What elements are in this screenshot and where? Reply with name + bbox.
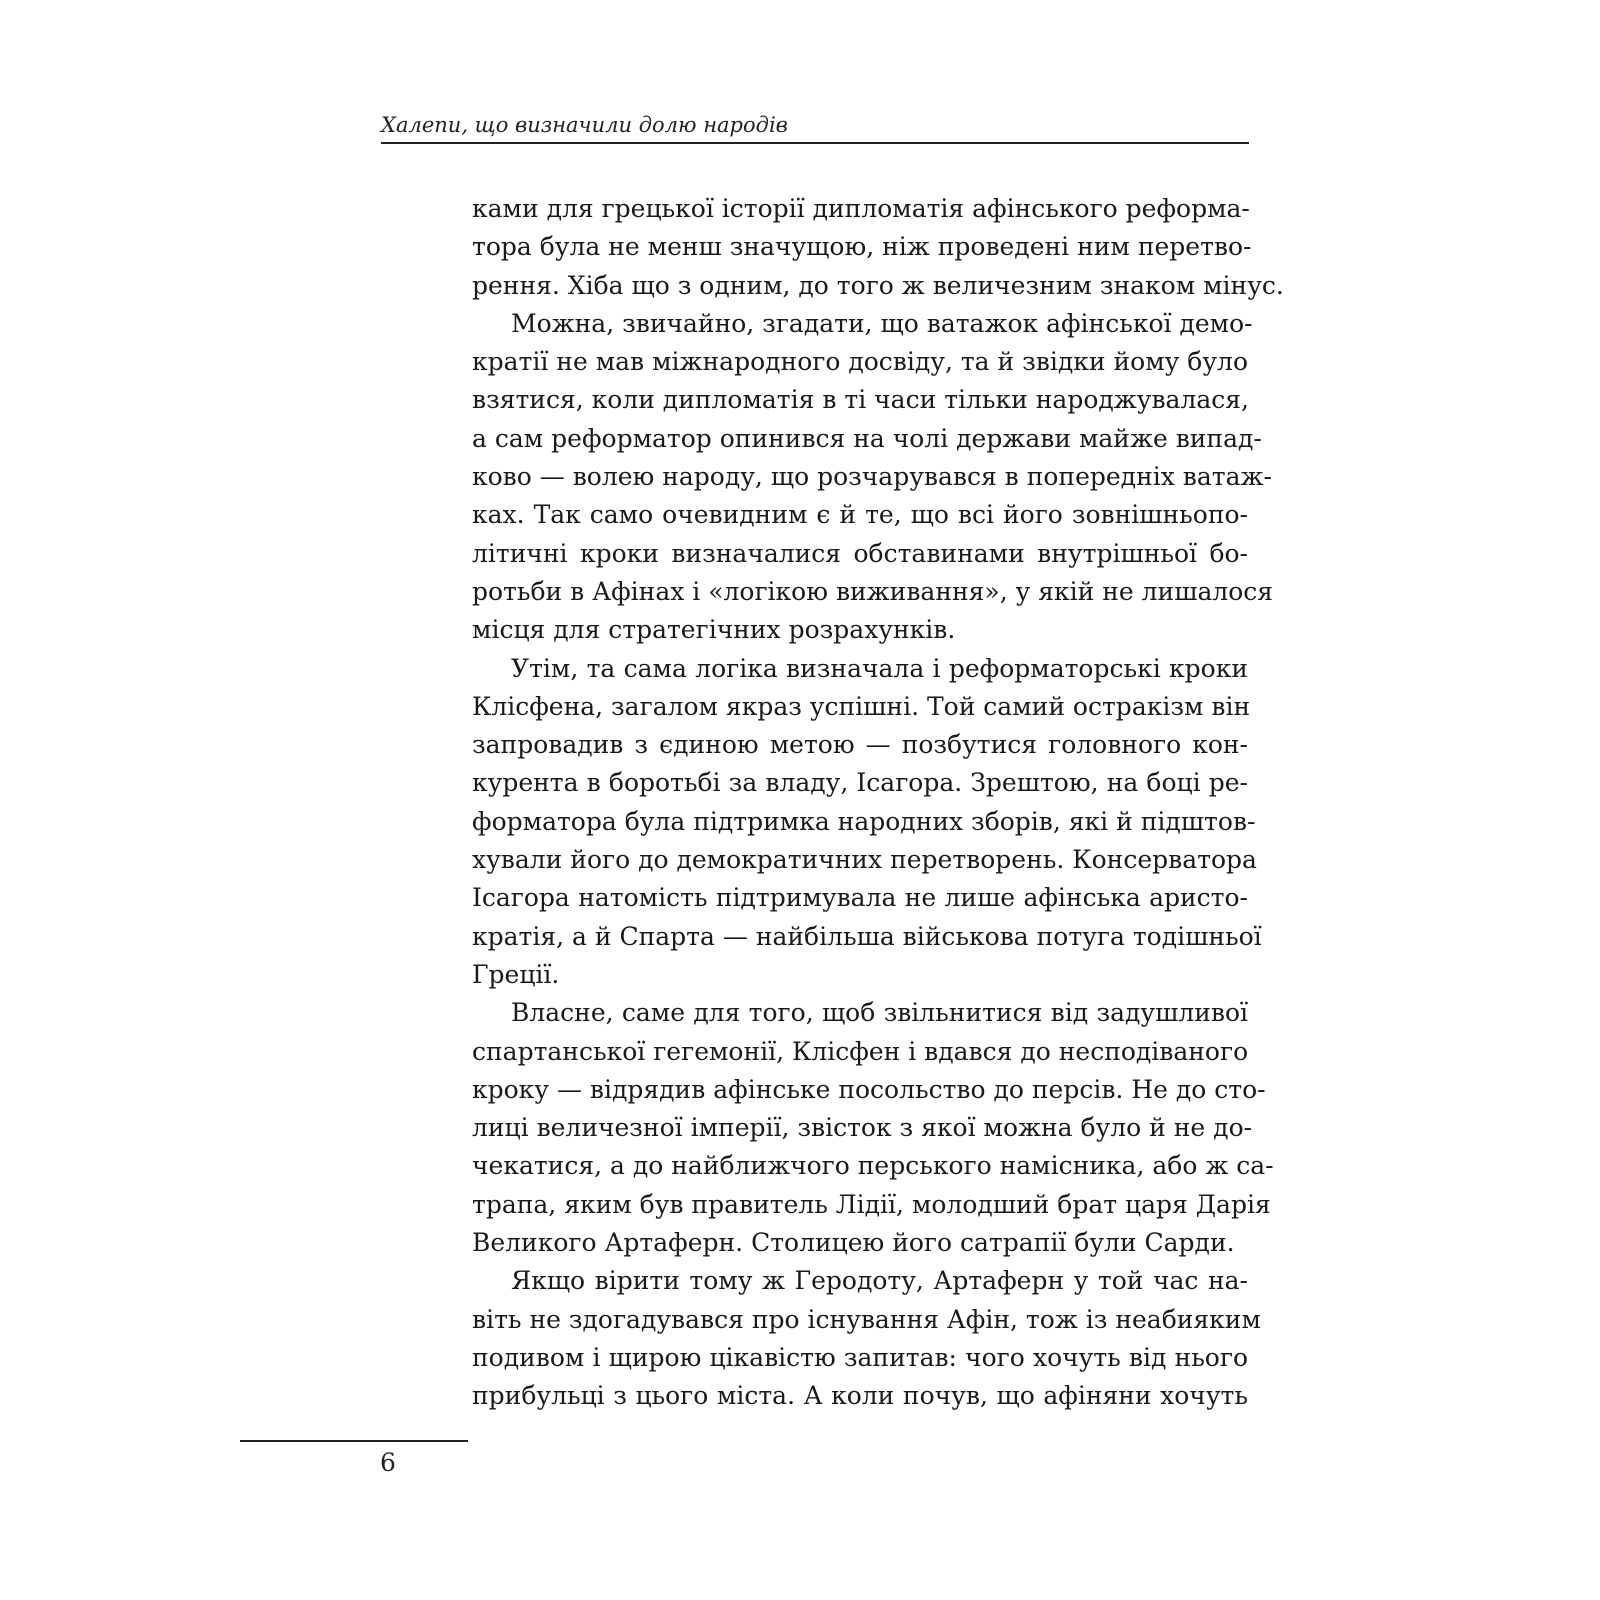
text-line: лиці величезної імперії, звісток з якої можна було й не до- — [472, 1113, 1253, 1143]
paragraph — [472, 190, 1284, 305]
paragraph — [472, 305, 1274, 650]
text-line: кроку — відрядив афінське посольство до персів. Не до сто- — [472, 1074, 1266, 1104]
text-line: хували його до демократичних перетворень. Консерватора — [472, 845, 1257, 875]
text-line: Греції. — [472, 959, 560, 989]
text-line: літичні кроки визначалися обставинами внутрішньої бо- — [472, 538, 1248, 568]
text-line: рення. Хіба що з одним, до того ж величезним знаком мінус. — [472, 270, 1284, 300]
running-head: Халепи, що визначили долю народів — [381, 113, 788, 137]
text-line: Клісфена, загалом якраз успішні. Той самий остракізм він — [472, 691, 1251, 721]
page-number: 6 — [380, 1448, 396, 1477]
text-line: кратії не мав міжнародного досвіду, та й звідки йому було — [472, 347, 1248, 377]
text-line: тора була не менш значущою, ніж проведені ним перетво- — [472, 232, 1252, 262]
text-line: ках. Так само очевидним є й те, що всі його зовнішньопо- — [472, 500, 1248, 530]
text-line: а сам реформатор опинився на чолі держави майже випад- — [472, 423, 1262, 453]
text-line: Утім, та сама логіка визначала і реформаторські кроки — [511, 653, 1248, 683]
text-line: запровадив з єдиною метою — позбутися головного кон- — [472, 730, 1248, 760]
text-line: Якщо вірити тому ж Геродоту, Артаферн у той час на- — [511, 1266, 1248, 1296]
text-line: прибульці з цього міста. А коли почув, що афіняни хочуть — [472, 1381, 1248, 1411]
header-rule — [381, 142, 1249, 144]
text-line: спартанської гегемонії, Клісфен і вдався до несподіваного — [472, 1036, 1249, 1066]
text-line: віть не здогадувався про існування Афін, тож із неабияким — [472, 1304, 1261, 1334]
text-line: ково — волею народу, що розчарувався в попередніх ватаж- — [472, 462, 1272, 492]
paragraph — [472, 650, 1262, 995]
text-line: курента в боротьбі за владу, Ісагора. Зрештою, на боці ре- — [472, 768, 1248, 798]
text-line: подивом і щирою цікавістю запитав: чого хочуть від нього — [472, 1342, 1248, 1372]
text-line: ками для грецької історії дипломатія афінського реформа- — [472, 194, 1250, 223]
text-line: форматора була підтримка народних зборів, які й підштов- — [472, 806, 1256, 836]
text-line: взятися, коли дипломатія в ті часи тільки народжувалася, — [472, 385, 1249, 415]
paragraph — [472, 1262, 1261, 1415]
text-line: Власне, саме для того, щоб звільнитися від задушливої — [511, 998, 1248, 1028]
text-line: місця для стратегічних розрахунків. — [472, 615, 956, 645]
text-line: трапа, яким був правитель Лідії, молодший брат царя Дарія — [472, 1189, 1271, 1219]
text-line: кратія, а й Спарта — найбільша військова потуга тодішньої — [472, 921, 1262, 951]
footer-rule — [240, 1440, 468, 1442]
text-line: Ісагора натомість підтримувала не лише афінська аристо- — [472, 883, 1248, 913]
text-line: Великого Артаферн. Столицею його сатрапії були Сарди. — [472, 1228, 1235, 1258]
paragraph — [472, 994, 1274, 1262]
text-line: Можна, звичайно, згадати, що ватажок афінської демо- — [511, 308, 1253, 338]
text-line: ротьби в Афінах і «логікою виживання», у якій не лишалося — [472, 576, 1274, 606]
text-line: чекатися, а до найближчого перського намісника, або ж са- — [472, 1151, 1274, 1181]
body-text — [472, 190, 1284, 1416]
